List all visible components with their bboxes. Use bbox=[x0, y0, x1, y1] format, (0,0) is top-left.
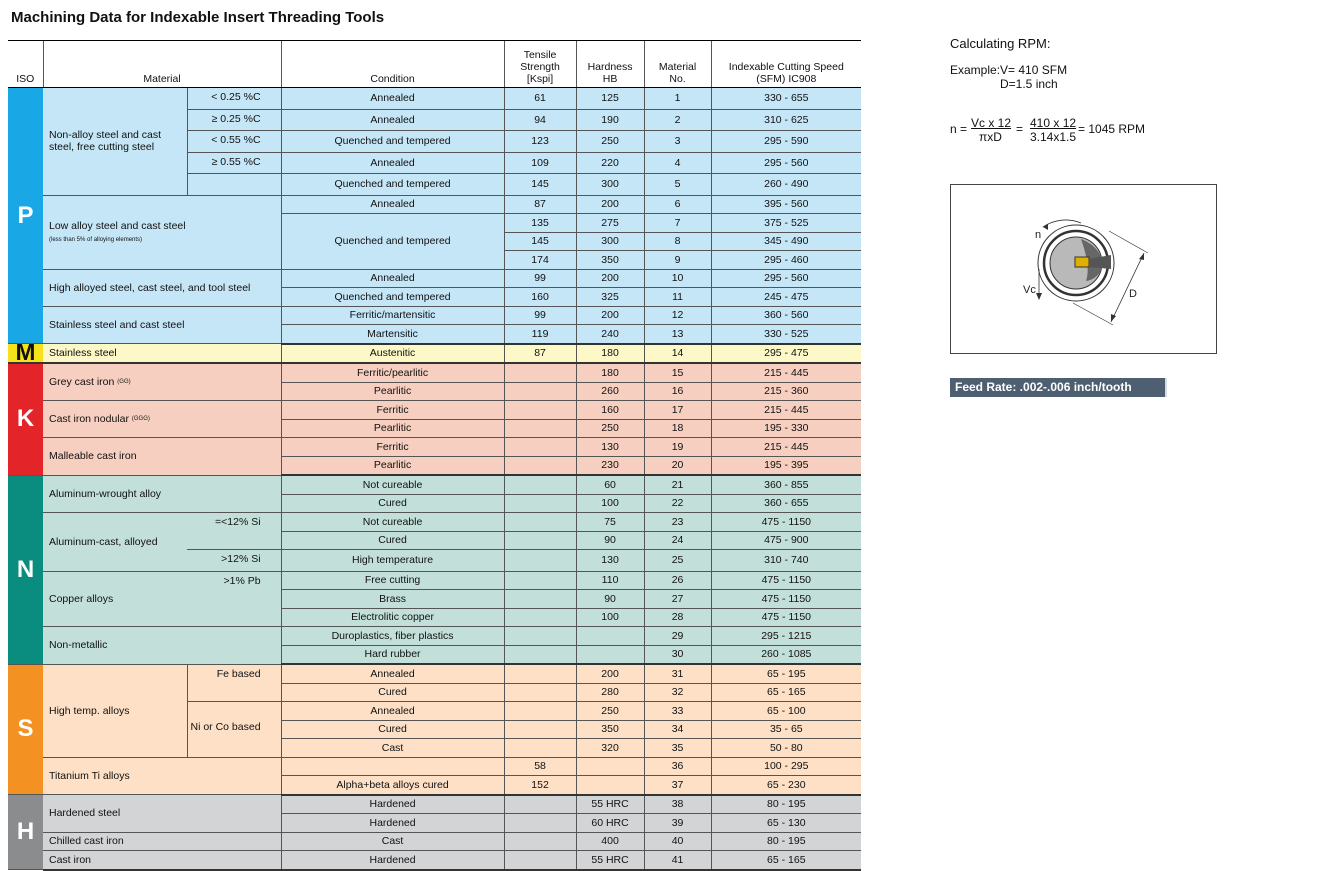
condition-cell: Hardened bbox=[281, 814, 504, 833]
material-copper-alloys: Copper alloys bbox=[43, 571, 187, 627]
rpm-formula: n = Vc x 12 πxD = 410 x 12 3.14x1.5 = 1045 RPM bbox=[950, 116, 1146, 144]
hardness-cell: 125 bbox=[576, 88, 644, 110]
condition-cell: Pearlitic bbox=[281, 456, 504, 475]
tensile-cell bbox=[504, 363, 576, 382]
cutting-speed-cell: 475 - 1150 bbox=[711, 571, 861, 590]
hardness-cell: 160 bbox=[576, 401, 644, 420]
cutting-speed-cell: 360 - 855 bbox=[711, 475, 861, 494]
tensile-cell bbox=[504, 645, 576, 664]
table-row bbox=[8, 306, 861, 325]
hardness-cell: 350 bbox=[576, 251, 644, 270]
material-no-cell: 2 bbox=[644, 109, 711, 131]
material-no-cell: 12 bbox=[644, 306, 711, 325]
cutting-speed-cell: 215 - 445 bbox=[711, 363, 861, 382]
tensile-cell: 160 bbox=[504, 288, 576, 307]
tensile-cell bbox=[504, 851, 576, 870]
tensile-cell bbox=[504, 832, 576, 851]
example-velocity: Example:V= 410 SFM bbox=[950, 63, 1068, 77]
hardness-cell: 200 bbox=[576, 269, 644, 288]
material-aluminum-wrought: Aluminum-wrought alloy bbox=[43, 475, 281, 513]
hardness-cell: 400 bbox=[576, 832, 644, 851]
condition-cell: Ferritic/martensitic bbox=[281, 306, 504, 325]
material-no-cell: 13 bbox=[644, 325, 711, 344]
label-vc: Vc bbox=[1023, 284, 1036, 296]
cutting-speed-cell: 195 - 395 bbox=[711, 456, 861, 475]
condition-cell: Annealed bbox=[281, 88, 504, 110]
material-cast-iron-h: Cast iron bbox=[43, 851, 281, 870]
cutting-speed-cell: 50 - 80 bbox=[711, 739, 861, 758]
hardness-cell: 90 bbox=[576, 531, 644, 550]
hardness-cell: 100 bbox=[576, 494, 644, 513]
hardness-cell: 190 bbox=[576, 109, 644, 131]
material-no-cell: 18 bbox=[644, 419, 711, 438]
material-hardened-steel: Hardened steel bbox=[43, 795, 281, 833]
page-title: Machining Data for Indexable Insert Threading Tools bbox=[11, 9, 385, 26]
material-non-metallic: Non-metallic bbox=[43, 627, 281, 665]
tensile-cell bbox=[504, 739, 576, 758]
material-no-cell: 35 bbox=[644, 739, 711, 758]
material-high-alloyed-steel: High alloyed steel, cast steel, and tool steel bbox=[43, 269, 281, 306]
rpm-calculation-panel bbox=[950, 36, 1310, 144]
tensile-cell bbox=[504, 475, 576, 494]
condition-cell: Cast bbox=[281, 832, 504, 851]
tensile-cell: 87 bbox=[504, 344, 576, 364]
iso-h: H bbox=[8, 795, 43, 870]
tensile-cell bbox=[504, 608, 576, 627]
cutting-speed-cell: 295 - 475 bbox=[711, 344, 861, 364]
hardness-cell: 100 bbox=[576, 608, 644, 627]
material-no-cell: 14 bbox=[644, 344, 711, 364]
material-no-cell: 37 bbox=[644, 776, 711, 795]
hardness-cell: 110 bbox=[576, 571, 644, 590]
iso-m: M bbox=[8, 344, 43, 364]
cutting-speed-cell: 395 - 560 bbox=[711, 195, 861, 214]
tensile-cell: 123 bbox=[504, 131, 576, 153]
tensile-cell bbox=[504, 702, 576, 721]
cutting-speed-cell: 195 - 330 bbox=[711, 419, 861, 438]
condition-cell: Pearlitic bbox=[281, 419, 504, 438]
condition-cell: Cured bbox=[281, 683, 504, 702]
cutting-speed-cell: 475 - 1150 bbox=[711, 513, 861, 532]
condition-cell: Martensitic bbox=[281, 325, 504, 344]
tensile-cell bbox=[504, 494, 576, 513]
cutting-speed-cell: 475 - 1150 bbox=[711, 590, 861, 609]
hardness-cell: 250 bbox=[576, 131, 644, 153]
iso-k: K bbox=[8, 363, 43, 475]
hardness-cell: 75 bbox=[576, 513, 644, 532]
condition-cell: Annealed bbox=[281, 152, 504, 174]
condition-cell: Quenched and tempered bbox=[281, 214, 504, 270]
tensile-cell bbox=[504, 720, 576, 739]
hardness-cell: 55 HRC bbox=[576, 851, 644, 870]
hardness-cell: 220 bbox=[576, 152, 644, 174]
cutting-speed-cell: 360 - 655 bbox=[711, 494, 861, 513]
material-titanium-alloys: Titanium Ti alloys bbox=[43, 757, 281, 795]
table-row bbox=[8, 401, 861, 420]
cutting-speed-cell: 475 - 900 bbox=[711, 531, 861, 550]
header-iso: ISO bbox=[8, 41, 43, 88]
material-no-cell: 8 bbox=[644, 232, 711, 251]
cutting-speed-cell: 295 - 460 bbox=[711, 251, 861, 270]
material-no-cell: 1 bbox=[644, 88, 711, 110]
material-low-alloy-steel: Low alloy steel and cast steel (less than 5% of alloying elements) bbox=[43, 195, 281, 269]
cutting-speed-cell: 295 - 560 bbox=[711, 269, 861, 288]
condition-cell: Ferritic bbox=[281, 438, 504, 457]
table-row bbox=[8, 832, 861, 851]
hardness-cell: 300 bbox=[576, 232, 644, 251]
material-no-cell: 34 bbox=[644, 720, 711, 739]
material-no-cell: 9 bbox=[644, 251, 711, 270]
hardness-cell: 90 bbox=[576, 590, 644, 609]
cutting-speed-cell: 65 - 165 bbox=[711, 851, 861, 870]
tensile-cell bbox=[504, 814, 576, 833]
cutting-speed-cell: 245 - 475 bbox=[711, 288, 861, 307]
hardness-cell: 200 bbox=[576, 664, 644, 683]
header-tensile: Tensile Strength [Kspi] bbox=[504, 41, 576, 88]
material-malleable-cast-iron: Malleable cast iron bbox=[43, 438, 281, 476]
insert-icon bbox=[1075, 257, 1089, 267]
label-n: n bbox=[1035, 229, 1042, 241]
hardness-cell: 250 bbox=[576, 419, 644, 438]
material-no-cell: 3 bbox=[644, 131, 711, 153]
hardness-cell: 200 bbox=[576, 306, 644, 325]
table-row bbox=[8, 851, 861, 870]
cutting-speed-cell: 35 - 65 bbox=[711, 720, 861, 739]
milling-diagram bbox=[950, 184, 1217, 354]
condition-cell: Annealed bbox=[281, 195, 504, 214]
material-no-cell: 5 bbox=[644, 174, 711, 196]
hardness-cell: 130 bbox=[576, 438, 644, 457]
cutting-speed-cell: 310 - 625 bbox=[711, 109, 861, 131]
iso-p: P bbox=[8, 88, 43, 344]
cutting-speed-cell: 215 - 445 bbox=[711, 438, 861, 457]
material-no-cell: 27 bbox=[644, 590, 711, 609]
tensile-cell: 119 bbox=[504, 325, 576, 344]
table-row bbox=[8, 664, 861, 683]
material-no-cell: 28 bbox=[644, 608, 711, 627]
table-row bbox=[8, 88, 861, 110]
hardness-cell: 60 HRC bbox=[576, 814, 644, 833]
silicon-sub: =<12% Si bbox=[187, 513, 281, 550]
material-no-cell: 24 bbox=[644, 531, 711, 550]
table-row bbox=[8, 571, 861, 590]
rpm-title: Calculating RPM: bbox=[950, 36, 1051, 51]
header-hardness: Hardness HB bbox=[576, 41, 644, 88]
cutting-speed-cell: 100 - 295 bbox=[711, 757, 861, 776]
material-no-cell: 16 bbox=[644, 382, 711, 401]
tensile-cell bbox=[504, 419, 576, 438]
header-material: Material bbox=[43, 41, 281, 88]
cutting-speed-cell: 260 - 490 bbox=[711, 174, 861, 196]
condition-cell bbox=[281, 757, 504, 776]
material-no-cell: 40 bbox=[644, 832, 711, 851]
iso-s: S bbox=[8, 664, 43, 795]
machining-data-table bbox=[8, 40, 861, 871]
hardness-cell bbox=[576, 627, 644, 646]
table-row bbox=[8, 363, 861, 382]
condition-cell: Ferritic/pearlitic bbox=[281, 363, 504, 382]
tensile-cell: 61 bbox=[504, 88, 576, 110]
table-row bbox=[8, 795, 861, 814]
cutting-speed-cell: 65 - 100 bbox=[711, 702, 861, 721]
condition-cell: Cured bbox=[281, 494, 504, 513]
material-nodular-cast-iron: Cast iron nodular $^{(GGG)}$ bbox=[43, 401, 281, 438]
carbon-sub: < 0.55 %C bbox=[187, 131, 281, 153]
condition-cell: Pearlitic bbox=[281, 382, 504, 401]
hardness-cell: 275 bbox=[576, 214, 644, 233]
cutting-speed-cell: 215 - 445 bbox=[711, 401, 861, 420]
cutting-speed-cell: 295 - 1215 bbox=[711, 627, 861, 646]
material-no-cell: 33 bbox=[644, 702, 711, 721]
tensile-cell bbox=[504, 627, 576, 646]
material-no-cell: 20 bbox=[644, 456, 711, 475]
condition-cell: Quenched and tempered bbox=[281, 131, 504, 153]
feed-rate-bar: Feed Rate: .002-.006 inch/tooth bbox=[950, 378, 1167, 397]
table-row bbox=[8, 195, 861, 214]
carbon-sub: ≥ 0.55 %C bbox=[187, 152, 281, 174]
table-row bbox=[8, 513, 861, 532]
tensile-cell: 145 bbox=[504, 174, 576, 196]
material-no-cell: 7 bbox=[644, 214, 711, 233]
material-no-cell: 26 bbox=[644, 571, 711, 590]
tensile-cell: 174 bbox=[504, 251, 576, 270]
condition-cell: Annealed bbox=[281, 109, 504, 131]
hardness-cell: 180 bbox=[576, 344, 644, 364]
iso-n: N bbox=[8, 475, 43, 664]
carbon-sub: ≥ 0.25 %C bbox=[187, 109, 281, 131]
condition-cell: Cured bbox=[281, 531, 504, 550]
table-row bbox=[8, 475, 861, 494]
material-no-cell: 39 bbox=[644, 814, 711, 833]
tensile-cell: 109 bbox=[504, 152, 576, 174]
base-sub: Ni or Co based bbox=[187, 702, 281, 758]
cutting-speed-cell: 295 - 590 bbox=[711, 131, 861, 153]
tensile-cell: 87 bbox=[504, 195, 576, 214]
material-no-cell: 31 bbox=[644, 664, 711, 683]
cutting-speed-cell: 65 - 165 bbox=[711, 683, 861, 702]
silicon-sub: >12% Si bbox=[187, 550, 281, 572]
hardness-cell: 230 bbox=[576, 456, 644, 475]
condition-cell: Quenched and tempered bbox=[281, 288, 504, 307]
cutting-speed-cell: 260 - 1085 bbox=[711, 645, 861, 664]
cutting-speed-cell: 330 - 525 bbox=[711, 325, 861, 344]
material-no-cell: 29 bbox=[644, 627, 711, 646]
material-no-cell: 22 bbox=[644, 494, 711, 513]
tensile-cell: 99 bbox=[504, 306, 576, 325]
tensile-cell bbox=[504, 550, 576, 572]
tensile-cell: 152 bbox=[504, 776, 576, 795]
tensile-cell: 94 bbox=[504, 109, 576, 131]
cutting-speed-cell: 475 - 1150 bbox=[711, 608, 861, 627]
hardness-cell: 240 bbox=[576, 325, 644, 344]
cutting-speed-cell: 215 - 360 bbox=[711, 382, 861, 401]
tensile-cell bbox=[504, 531, 576, 550]
lead-sub: >1% Pb bbox=[187, 571, 281, 627]
material-no-cell: 41 bbox=[644, 851, 711, 870]
hardness-cell: 60 bbox=[576, 475, 644, 494]
condition-cell: Austenitic bbox=[281, 344, 504, 364]
tensile-cell bbox=[504, 456, 576, 475]
cutting-speed-cell: 295 - 560 bbox=[711, 152, 861, 174]
material-no-cell: 23 bbox=[644, 513, 711, 532]
tensile-cell bbox=[504, 664, 576, 683]
cutting-speed-cell: 310 - 740 bbox=[711, 550, 861, 572]
hardness-cell bbox=[576, 645, 644, 664]
base-sub: Fe based bbox=[187, 664, 281, 702]
cutting-speed-cell: 80 - 195 bbox=[711, 832, 861, 851]
condition-cell: Alpha+beta alloys cured bbox=[281, 776, 504, 795]
condition-cell: Free cutting bbox=[281, 571, 504, 590]
condition-cell: Not cureable bbox=[281, 513, 504, 532]
cutter-diagram-svg bbox=[951, 185, 1216, 353]
material-no-cell: 32 bbox=[644, 683, 711, 702]
example-diameter: D=1.5 inch bbox=[1000, 77, 1058, 91]
hardness-cell bbox=[576, 776, 644, 795]
condition-cell: Duroplastics, fiber plastics bbox=[281, 627, 504, 646]
hardness-cell: 260 bbox=[576, 382, 644, 401]
material-no-cell: 36 bbox=[644, 757, 711, 776]
hardness-cell: 130 bbox=[576, 550, 644, 572]
material-no-cell: 4 bbox=[644, 152, 711, 174]
material-no-cell: 21 bbox=[644, 475, 711, 494]
hardness-cell: 350 bbox=[576, 720, 644, 739]
material-no-cell: 11 bbox=[644, 288, 711, 307]
condition-cell: Ferritic bbox=[281, 401, 504, 420]
condition-cell: Quenched and tempered bbox=[281, 174, 504, 196]
tensile-cell: 145 bbox=[504, 232, 576, 251]
cutting-speed-cell: 80 - 195 bbox=[711, 795, 861, 814]
cutting-speed-cell: 65 - 130 bbox=[711, 814, 861, 833]
material-chilled-cast-iron: Chilled cast iron bbox=[43, 832, 281, 851]
material-high-temp-alloys: High temp. alloys bbox=[43, 664, 187, 757]
hardness-cell: 280 bbox=[576, 683, 644, 702]
material-no-cell: 38 bbox=[644, 795, 711, 814]
tensile-cell bbox=[504, 438, 576, 457]
tensile-cell: 135 bbox=[504, 214, 576, 233]
table-row bbox=[8, 627, 861, 646]
condition-cell: Cured bbox=[281, 720, 504, 739]
hardness-cell: 200 bbox=[576, 195, 644, 214]
header-cutting-speed: Indexable Cutting Speed (SFM) IC908 bbox=[711, 41, 861, 88]
hardness-cell: 325 bbox=[576, 288, 644, 307]
condition-cell: Hardened bbox=[281, 851, 504, 870]
material-no-cell: 10 bbox=[644, 269, 711, 288]
hardness-cell: 250 bbox=[576, 702, 644, 721]
condition-cell: Annealed bbox=[281, 702, 504, 721]
tensile-cell bbox=[504, 683, 576, 702]
header-row bbox=[8, 41, 861, 88]
tensile-cell bbox=[504, 795, 576, 814]
hardness-cell: 180 bbox=[576, 363, 644, 382]
table-row bbox=[8, 438, 861, 457]
tensile-cell bbox=[504, 382, 576, 401]
material-stainless-p: Stainless steel and cast steel bbox=[43, 306, 281, 344]
condition-cell: Not cureable bbox=[281, 475, 504, 494]
cutting-speed-cell: 360 - 560 bbox=[711, 306, 861, 325]
condition-cell: Electrolitic copper bbox=[281, 608, 504, 627]
condition-cell: Annealed bbox=[281, 664, 504, 683]
condition-cell: Annealed bbox=[281, 269, 504, 288]
cutting-speed-cell: 65 - 230 bbox=[711, 776, 861, 795]
condition-cell: Hardened bbox=[281, 795, 504, 814]
material-no-cell: 15 bbox=[644, 363, 711, 382]
material-grey-cast-iron: Grey cast iron $^{(GG)}$ bbox=[43, 363, 281, 401]
tensile-cell bbox=[504, 590, 576, 609]
tensile-cell bbox=[504, 513, 576, 532]
tensile-cell: 58 bbox=[504, 757, 576, 776]
cutting-speed-cell: 345 - 490 bbox=[711, 232, 861, 251]
cutting-speed-cell: 65 - 195 bbox=[711, 664, 861, 683]
condition-cell: Hard rubber bbox=[281, 645, 504, 664]
material-no-cell: 30 bbox=[644, 645, 711, 664]
table-row bbox=[8, 344, 861, 364]
tensile-cell bbox=[504, 401, 576, 420]
material-stainless-m: Stainless steel bbox=[43, 344, 281, 364]
label-d: D bbox=[1129, 288, 1137, 300]
hardness-cell bbox=[576, 757, 644, 776]
table-row bbox=[8, 757, 861, 776]
header-condition: Condition bbox=[281, 41, 504, 88]
condition-cell: Cast bbox=[281, 739, 504, 758]
tensile-cell: 99 bbox=[504, 269, 576, 288]
rotation-arrow-icon bbox=[1043, 220, 1081, 227]
header-material-no: Material No. bbox=[644, 41, 711, 88]
diameter-arrow-icon bbox=[1111, 253, 1144, 322]
tensile-cell bbox=[504, 571, 576, 590]
cutting-speed-cell: 330 - 655 bbox=[711, 88, 861, 110]
material-no-cell: 25 bbox=[644, 550, 711, 572]
material-non-alloy-steel: Non-alloy steel and cast steel, free cutting steel bbox=[43, 88, 187, 196]
condition-cell: Brass bbox=[281, 590, 504, 609]
carbon-sub: < 0.25 %C bbox=[187, 88, 281, 110]
hardness-cell: 55 HRC bbox=[576, 795, 644, 814]
condition-cell: High temperature bbox=[281, 550, 504, 572]
hardness-cell: 300 bbox=[576, 174, 644, 196]
material-no-cell: 19 bbox=[644, 438, 711, 457]
cutting-speed-cell: 375 - 525 bbox=[711, 214, 861, 233]
material-no-cell: 6 bbox=[644, 195, 711, 214]
hardness-cell: 320 bbox=[576, 739, 644, 758]
table-row bbox=[8, 269, 861, 288]
material-no-cell: 17 bbox=[644, 401, 711, 420]
material-aluminum-cast: Aluminum-cast, alloyed bbox=[43, 513, 187, 572]
